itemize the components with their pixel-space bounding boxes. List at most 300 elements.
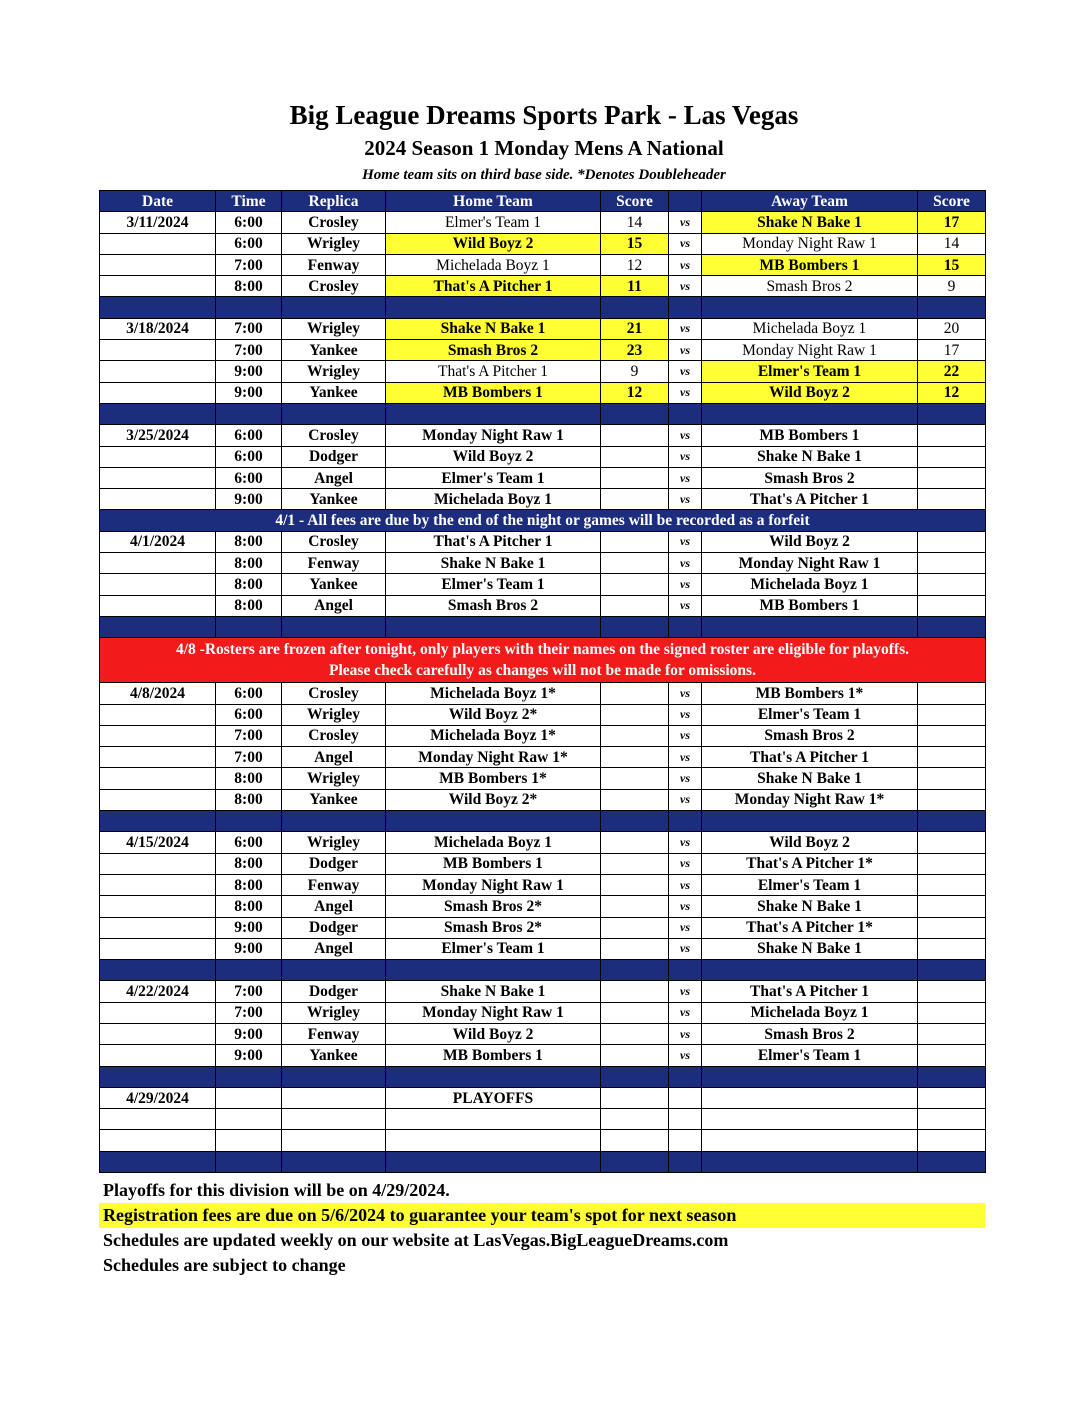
home-team: Monday Night Raw 1 (386, 425, 601, 446)
game-time: 7:00 (216, 981, 282, 1002)
vs-label: vs (669, 531, 702, 552)
home-team: Smash Bros 2* (386, 896, 601, 917)
table-row (100, 212, 986, 233)
home-score (601, 896, 669, 917)
vs-label: vs (669, 233, 702, 254)
game-time: 8:00 (216, 874, 282, 895)
game-time: 8:00 (216, 789, 282, 810)
table-row (100, 233, 986, 254)
game-time: 6:00 (216, 233, 282, 254)
away-team: That's A Pitcher 1* (702, 917, 918, 938)
home-team: Michelada Boyz 1 (386, 832, 601, 853)
home-score (601, 853, 669, 874)
home-team: Michelada Boyz 1 (386, 254, 601, 275)
game-date (100, 276, 216, 297)
home-team: Elmer's Team 1 (386, 574, 601, 595)
game-time: 6:00 (216, 425, 282, 446)
separator-cell (702, 616, 918, 637)
home-score (601, 574, 669, 595)
away-team: That's A Pitcher 1 (702, 981, 918, 1002)
home-team: Smash Bros 2 (386, 595, 601, 616)
table-row (100, 446, 986, 467)
vs-label: vs (669, 212, 702, 233)
empty-cell (918, 1109, 986, 1130)
game-time: 9:00 (216, 938, 282, 959)
game-time: 9:00 (216, 489, 282, 510)
game-field: Angel (282, 938, 386, 959)
separator-cell (601, 403, 669, 424)
table-row (100, 489, 986, 510)
away-team: Michelada Boyz 1 (702, 318, 918, 339)
home-team: MB Bombers 1 (386, 853, 601, 874)
page-title: Big League Dreams Sports Park - Las Vegas (289, 100, 799, 130)
vs-label: vs (669, 683, 702, 704)
empty-cell (918, 1130, 986, 1151)
vs-label: vs (669, 1023, 702, 1044)
home-score (601, 1045, 669, 1066)
separator-cell (100, 616, 216, 637)
home-team: That's A Pitcher 1 (386, 276, 601, 297)
empty-cell (100, 1130, 216, 1151)
game-time: 8:00 (216, 553, 282, 574)
away-team: MB Bombers 1 (702, 425, 918, 446)
table-row (100, 553, 986, 574)
playoffs-label: PLAYOFFS (386, 1087, 601, 1108)
vs-label: vs (669, 318, 702, 339)
away-team: Shake N Bake 1 (702, 768, 918, 789)
game-field: Yankee (282, 1045, 386, 1066)
game-date (100, 1023, 216, 1044)
game-field: Yankee (282, 489, 386, 510)
game-field: Crosley (282, 531, 386, 552)
vs-label: vs (669, 574, 702, 595)
away-team: Elmer's Team 1 (702, 1045, 918, 1066)
vs-label: vs (669, 832, 702, 853)
away-score: 12 (918, 382, 986, 403)
game-time: 6:00 (216, 683, 282, 704)
empty-cell (702, 1087, 918, 1108)
home-team: Monday Night Raw 1 (386, 1002, 601, 1023)
roster-notice (100, 638, 986, 683)
game-field: Wrigley (282, 361, 386, 382)
header-vs (669, 191, 702, 212)
table-row (100, 276, 986, 297)
game-date (100, 725, 216, 746)
home-score (601, 553, 669, 574)
separator-cell (100, 297, 216, 318)
home-team: Elmer's Team 1 (386, 938, 601, 959)
home-team: Wild Boyz 2 (386, 446, 601, 467)
away-team: Shake N Bake 1 (702, 896, 918, 917)
home-score (601, 1002, 669, 1023)
header-replica: Replica (282, 191, 386, 212)
separator-cell (601, 616, 669, 637)
separator-cell (100, 960, 216, 981)
game-field: Wrigley (282, 704, 386, 725)
game-date (100, 489, 216, 510)
game-time: 7:00 (216, 747, 282, 768)
game-time: 7:00 (216, 318, 282, 339)
table-row (100, 896, 986, 917)
home-score (601, 595, 669, 616)
home-team: Wild Boyz 2 (386, 233, 601, 254)
game-date (100, 917, 216, 938)
game-field: Crosley (282, 425, 386, 446)
vs-label: vs (669, 917, 702, 938)
table-row (100, 704, 986, 725)
game-field: Dodger (282, 853, 386, 874)
schedule-table (99, 190, 986, 1173)
table-row (100, 340, 986, 361)
vs-label: vs (669, 789, 702, 810)
away-score (918, 853, 986, 874)
separator-cell (702, 1066, 918, 1087)
game-time: 7:00 (216, 725, 282, 746)
separator-cell (386, 960, 601, 981)
vs-label: vs (669, 595, 702, 616)
page-subtitle: 2024 Season 1 Monday Mens A National (364, 136, 724, 160)
empty-cell (216, 1087, 282, 1108)
header-away-score: Score (918, 191, 986, 212)
away-team: Smash Bros 2 (702, 467, 918, 488)
empty-cell (702, 1130, 918, 1151)
game-field: Wrigley (282, 832, 386, 853)
home-score (601, 489, 669, 510)
away-team: MB Bombers 1* (702, 683, 918, 704)
vs-label: vs (669, 276, 702, 297)
playoff-row (100, 1087, 986, 1108)
game-time: 6:00 (216, 212, 282, 233)
game-date (100, 747, 216, 768)
game-date: 4/15/2024 (100, 832, 216, 853)
away-team: That's A Pitcher 1 (702, 489, 918, 510)
home-score (601, 531, 669, 552)
home-team: That's A Pitcher 1 (386, 531, 601, 552)
separator-cell (601, 1066, 669, 1087)
game-time: 8:00 (216, 276, 282, 297)
away-score (918, 747, 986, 768)
game-time: 9:00 (216, 361, 282, 382)
home-team: Michelada Boyz 1 (386, 489, 601, 510)
separator-cell (282, 616, 386, 637)
game-field: Wrigley (282, 1002, 386, 1023)
game-field: Dodger (282, 981, 386, 1002)
separator-cell (282, 403, 386, 424)
header-home-score: Score (601, 191, 669, 212)
table-row (100, 917, 986, 938)
home-score (601, 768, 669, 789)
roster-notice-line2: Please check carefully as changes will not be made for omissions. (329, 662, 756, 680)
table-row (100, 254, 986, 275)
separator-row (100, 616, 986, 637)
home-score: 14 (601, 212, 669, 233)
away-score (918, 489, 986, 510)
empty-cell (216, 1130, 282, 1151)
separator-cell (702, 811, 918, 832)
home-score (601, 446, 669, 467)
game-time: 7:00 (216, 1002, 282, 1023)
empty-cell (216, 1109, 282, 1130)
footer-change-note: Schedules are subject to change (103, 1255, 346, 1275)
separator-cell (100, 811, 216, 832)
away-team: Shake N Bake 1 (702, 938, 918, 959)
separator-row (100, 811, 986, 832)
vs-label: vs (669, 489, 702, 510)
game-field: Yankee (282, 574, 386, 595)
roster-notice-line1: 4/8 -Rosters are frozen after tonight, only players with their names on the signed roster are eligible for playoffs. (175, 641, 910, 659)
header-away-team: Away Team (702, 191, 918, 212)
vs-label: vs (669, 425, 702, 446)
table-row (100, 725, 986, 746)
home-team: Shake N Bake 1 (386, 981, 601, 1002)
away-team: Smash Bros 2 (702, 1023, 918, 1044)
empty-cell (669, 1109, 702, 1130)
separator-cell (386, 616, 601, 637)
table-row (100, 382, 986, 403)
home-team: Smash Bros 2* (386, 917, 601, 938)
away-team: Wild Boyz 2 (702, 832, 918, 853)
game-time: 8:00 (216, 853, 282, 874)
separator-cell (386, 1151, 601, 1172)
game-field: Crosley (282, 725, 386, 746)
table-row (100, 595, 986, 616)
home-score: 9 (601, 361, 669, 382)
home-team: Shake N Bake 1 (386, 318, 601, 339)
game-field: Dodger (282, 917, 386, 938)
table-row (100, 747, 986, 768)
separator-cell (216, 616, 282, 637)
separator-cell (601, 1151, 669, 1172)
separator-cell (386, 297, 601, 318)
away-score (918, 574, 986, 595)
separator-cell (282, 297, 386, 318)
away-score (918, 446, 986, 467)
game-date (100, 446, 216, 467)
game-field: Fenway (282, 553, 386, 574)
away-team: Elmer's Team 1 (702, 361, 918, 382)
game-time: 9:00 (216, 1023, 282, 1044)
away-score (918, 896, 986, 917)
table-row (100, 425, 986, 446)
away-score (918, 938, 986, 959)
footer-playoffs-note: Playoffs for this division will be on 4/29/2024. (103, 1180, 450, 1200)
table-row (100, 981, 986, 1002)
separator-cell (702, 297, 918, 318)
vs-label: vs (669, 853, 702, 874)
game-date (100, 1045, 216, 1066)
separator-cell (918, 960, 986, 981)
home-score: 12 (601, 382, 669, 403)
empty-cell (282, 1130, 386, 1151)
away-team: That's A Pitcher 1* (702, 853, 918, 874)
empty-row (100, 1130, 986, 1151)
game-field: Yankee (282, 789, 386, 810)
game-date: 4/29/2024 (100, 1087, 216, 1108)
away-score (918, 789, 986, 810)
away-score: 15 (918, 254, 986, 275)
vs-label: vs (669, 254, 702, 275)
game-time: 9:00 (216, 382, 282, 403)
table-row (100, 1002, 986, 1023)
empty-cell (386, 1130, 601, 1151)
separator-cell (669, 403, 702, 424)
away-score (918, 467, 986, 488)
vs-label: vs (669, 1045, 702, 1066)
game-field: Crosley (282, 212, 386, 233)
away-score (918, 595, 986, 616)
table-row (100, 1023, 986, 1044)
away-team: Monday Night Raw 1 (702, 553, 918, 574)
fee-notice: 4/1 - All fees are due by the end of the night or games will be recorded as a forfeit (100, 510, 986, 531)
table-row (100, 361, 986, 382)
table-row (100, 832, 986, 853)
home-team: Wild Boyz 2 (386, 1023, 601, 1044)
vs-label: vs (669, 446, 702, 467)
separator-row (100, 1151, 986, 1172)
away-team: Elmer's Team 1 (702, 704, 918, 725)
vs-label: vs (669, 704, 702, 725)
game-field: Yankee (282, 340, 386, 361)
vs-label: vs (669, 725, 702, 746)
game-date (100, 361, 216, 382)
away-score (918, 725, 986, 746)
empty-cell (282, 1109, 386, 1130)
separator-cell (918, 403, 986, 424)
game-field: Crosley (282, 683, 386, 704)
game-date: 4/1/2024 (100, 531, 216, 552)
empty-row (100, 1109, 986, 1130)
separator-cell (100, 1151, 216, 1172)
home-score (601, 467, 669, 488)
away-score: 17 (918, 340, 986, 361)
fee-notice-row (100, 510, 986, 531)
separator-cell (702, 960, 918, 981)
home-team: Monday Night Raw 1* (386, 747, 601, 768)
separator-row (100, 1066, 986, 1087)
game-field: Crosley (282, 276, 386, 297)
game-date: 4/22/2024 (100, 981, 216, 1002)
separator-cell (601, 297, 669, 318)
home-score (601, 938, 669, 959)
away-score (918, 768, 986, 789)
separator-cell (918, 616, 986, 637)
away-score: 17 (918, 212, 986, 233)
away-score (918, 425, 986, 446)
away-score: 20 (918, 318, 986, 339)
away-team: Smash Bros 2 (702, 725, 918, 746)
separator-cell (216, 960, 282, 981)
separator-cell (669, 1066, 702, 1087)
game-date: 3/25/2024 (100, 425, 216, 446)
home-team: Wild Boyz 2* (386, 704, 601, 725)
game-date (100, 467, 216, 488)
game-date (100, 938, 216, 959)
away-team: Monday Night Raw 1 (702, 340, 918, 361)
vs-label: vs (669, 874, 702, 895)
game-date (100, 574, 216, 595)
separator-cell (100, 403, 216, 424)
game-date (100, 789, 216, 810)
game-time: 8:00 (216, 896, 282, 917)
home-score (601, 683, 669, 704)
game-field: Angel (282, 467, 386, 488)
away-score (918, 981, 986, 1002)
game-field: Yankee (282, 382, 386, 403)
separator-cell (216, 403, 282, 424)
schedule-body (100, 212, 986, 1173)
away-score (918, 917, 986, 938)
separator-cell (918, 1151, 986, 1172)
away-score (918, 553, 986, 574)
vs-label: vs (669, 1002, 702, 1023)
footer-registration-note: Registration fees are due on 5/6/2024 to guarantee your team's spot for next season (99, 1203, 985, 1228)
game-date (100, 233, 216, 254)
table-header-row (100, 191, 986, 212)
game-field: Wrigley (282, 318, 386, 339)
home-score: 12 (601, 254, 669, 275)
away-team: Smash Bros 2 (702, 276, 918, 297)
separator-row (100, 960, 986, 981)
away-score (918, 874, 986, 895)
game-time: 6:00 (216, 832, 282, 853)
game-time: 7:00 (216, 340, 282, 361)
away-score (918, 832, 986, 853)
empty-cell (702, 1109, 918, 1130)
table-row (100, 318, 986, 339)
separator-row (100, 403, 986, 424)
separator-cell (669, 960, 702, 981)
home-score (601, 917, 669, 938)
vs-label: vs (669, 553, 702, 574)
home-team: Smash Bros 2 (386, 340, 601, 361)
game-field: Fenway (282, 1023, 386, 1044)
away-score (918, 683, 986, 704)
home-score (601, 789, 669, 810)
game-date: 4/8/2024 (100, 683, 216, 704)
game-time: 6:00 (216, 467, 282, 488)
game-field: Angel (282, 896, 386, 917)
home-score (601, 704, 669, 725)
game-field: Fenway (282, 254, 386, 275)
away-score: 14 (918, 233, 986, 254)
home-team: MB Bombers 1* (386, 768, 601, 789)
home-score (601, 874, 669, 895)
away-team: That's A Pitcher 1 (702, 747, 918, 768)
separator-cell (282, 1151, 386, 1172)
separator-cell (216, 1066, 282, 1087)
away-team: Michelada Boyz 1 (702, 574, 918, 595)
away-team: MB Bombers 1 (702, 254, 918, 275)
separator-cell (282, 960, 386, 981)
vs-label: vs (669, 896, 702, 917)
away-score (918, 704, 986, 725)
game-field: Angel (282, 747, 386, 768)
game-date (100, 1002, 216, 1023)
vs-label: vs (669, 382, 702, 403)
home-team: Shake N Bake 1 (386, 553, 601, 574)
away-team: Michelada Boyz 1 (702, 1002, 918, 1023)
game-time: 9:00 (216, 1045, 282, 1066)
home-score: 11 (601, 276, 669, 297)
game-date: 3/18/2024 (100, 318, 216, 339)
empty-cell (918, 1087, 986, 1108)
table-row (100, 768, 986, 789)
vs-label: vs (669, 340, 702, 361)
game-date (100, 704, 216, 725)
header-home-team: Home Team (386, 191, 601, 212)
home-score (601, 1023, 669, 1044)
vs-label: vs (669, 361, 702, 382)
